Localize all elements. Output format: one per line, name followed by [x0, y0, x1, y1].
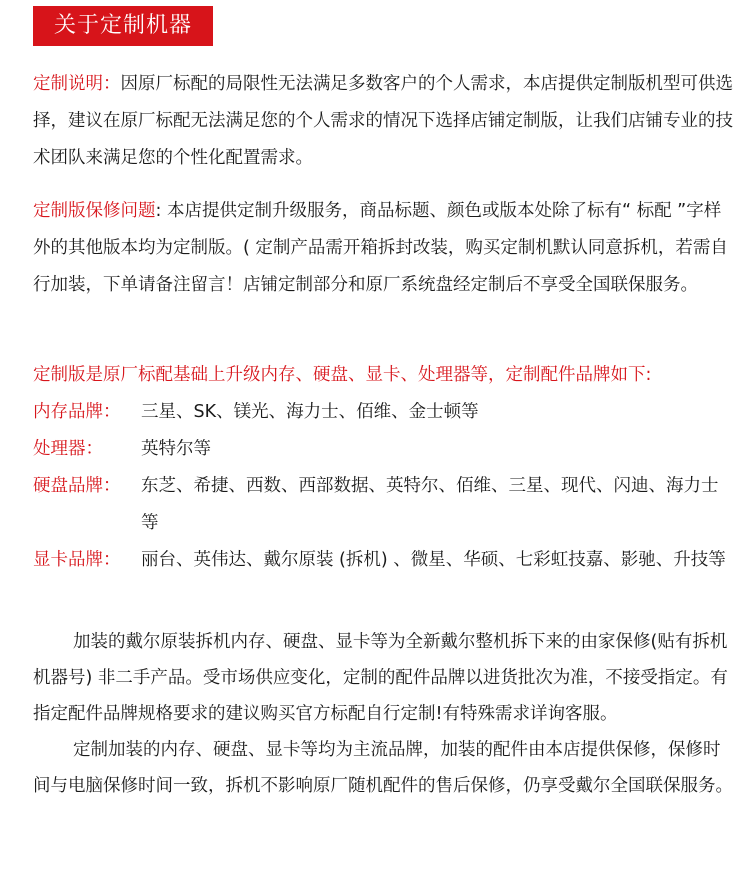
notes-paragraph-1: 加装的戴尔原装拆机内存、硬盘、显卡等为全新戴尔整机拆下来的由家保修(贴有拆机机器号) 非二手产品。受市场供应变化，定制的配件品牌以进货批次为准，不接受指定。有指定配件品牌规格要求的建议购买官方标配自行定制!有特殊需求详询客服。 [33, 632, 728, 724]
notes-paragraph-2: 定制加装的内存、硬盘、显卡等均为主流品牌，加装的配件由本店提供保修，保修时间与电脑保修时间一致，拆机不影响原厂随机配件的售后保修，仍享受戴尔全国联保服务。 [33, 740, 733, 796]
upgrade-heading: 定制版是原厂标配基础上升级内存、硬盘、显卡、处理器等，定制配件品牌如下: [33, 365, 652, 385]
brand-value-memory: 三星、SK、镁光、海力士、佰维、金士顿等 [141, 402, 479, 422]
brand-row-gpu [33, 542, 733, 579]
brand-row-processor [33, 431, 733, 468]
upgrade-section [33, 357, 733, 579]
brand-value-disk: 东芝、希捷、西数、西部数据、英特尔、佰维、三星、现代、闪迪、海力士等 [141, 476, 719, 533]
section-title-badge: 关于定制机器 [33, 6, 213, 46]
brand-value-gpu: 丽台、英伟达、戴尔原装 (拆机) 、微星、华硕、七彩虹技嘉、影驰、升技等 [141, 550, 726, 570]
brand-label-processor: 处理器： [33, 439, 103, 459]
warranty-paragraph [33, 193, 733, 304]
warranty-text: : 本店提供定制升级服务，商品标题、颜色或版本处除了标有“ 标配 ”字样外的其他版本均为定制版。( 定制产品需开箱拆封改装，购买定制机默认同意拆机，若需自行加装，下单请备注留言！店铺定制部分和原厂系统盘经定制后不享受全国联保服务。 [33, 201, 728, 295]
brand-label-disk: 硬盘品牌： [33, 476, 121, 496]
intro-text: 因原厂标配的局限性无法满足多数客户的个人需求，本店提供定制版机型可供选择，建议在原厂标配无法满足您的个人需求的情况下选择店铺定制版，让我们店铺专业的技术团队来满足您的个性化配置需求。 [33, 74, 733, 168]
intro-paragraph [33, 66, 733, 177]
brand-label-gpu: 显卡品牌： [33, 550, 121, 570]
brand-value-processor: 英特尔等 [141, 439, 211, 459]
brand-row-memory [33, 394, 733, 431]
notes-section [33, 624, 733, 804]
warranty-label: 定制版保修问题 [33, 201, 156, 221]
brand-row-disk [33, 468, 733, 542]
intro-label: 定制说明： [33, 74, 121, 94]
brand-label-memory: 内存品牌： [33, 402, 121, 422]
